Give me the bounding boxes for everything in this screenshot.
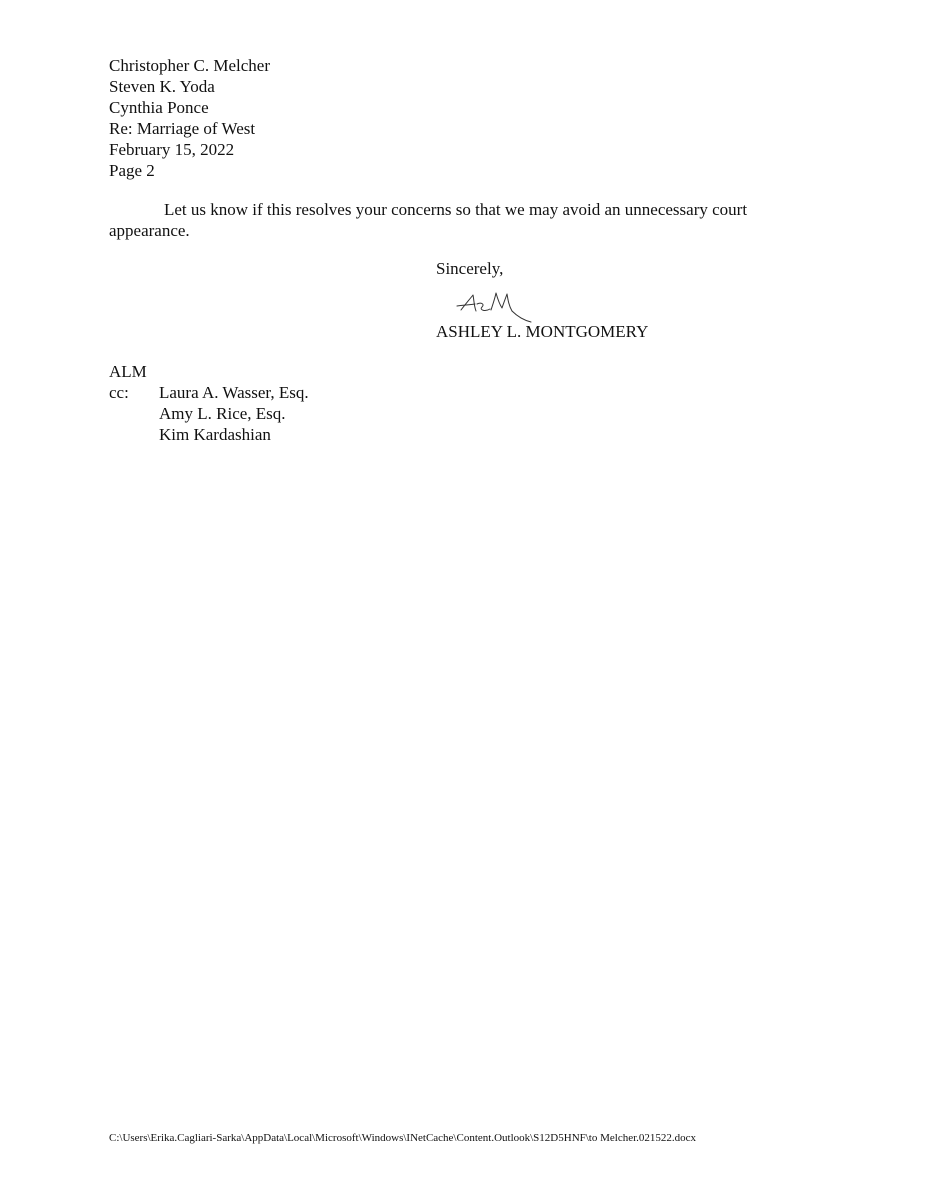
svg-text:ALM: ALM (455, 290, 458, 291)
header-line-page-number: Page 2 (109, 161, 155, 180)
letter-header (109, 55, 270, 181)
header-line-recipient-3: Cynthia Ponce (109, 98, 209, 117)
author-initials: ALM (109, 362, 147, 381)
closing-salutation: Sincerely, (436, 259, 504, 278)
cc-recipient: Kim Kardashian (159, 425, 271, 444)
cc-recipient-list (159, 382, 309, 445)
cc-recipient: Laura A. Wasser, Esq. (159, 383, 309, 402)
signer-name: ASHLEY L. MONTGOMERY (436, 322, 649, 341)
cc-recipient: Amy L. Rice, Esq. (159, 404, 286, 423)
header-line-subject: Re: Marriage of West (109, 119, 256, 138)
body-paragraph: Let us know if this resolves your concerns so that we may avoid an unnecessary court appearance. (109, 200, 748, 240)
handwritten-signature (455, 290, 545, 324)
cc-label: cc: (109, 383, 129, 402)
header-line-date: February 15, 2022 (109, 140, 235, 159)
footer-file-path: C:\Users\Erika.Cagliari-Sarka\AppData\Local\Microsoft\Windows\INetCache\Content.Outlook\S12D5HNF\to Melcher.021522.docx (109, 1132, 697, 1144)
header-line-recipient-1: Christopher C. Melcher (109, 56, 270, 75)
header-line-recipient-2: Steven K. Yoda (109, 77, 215, 96)
